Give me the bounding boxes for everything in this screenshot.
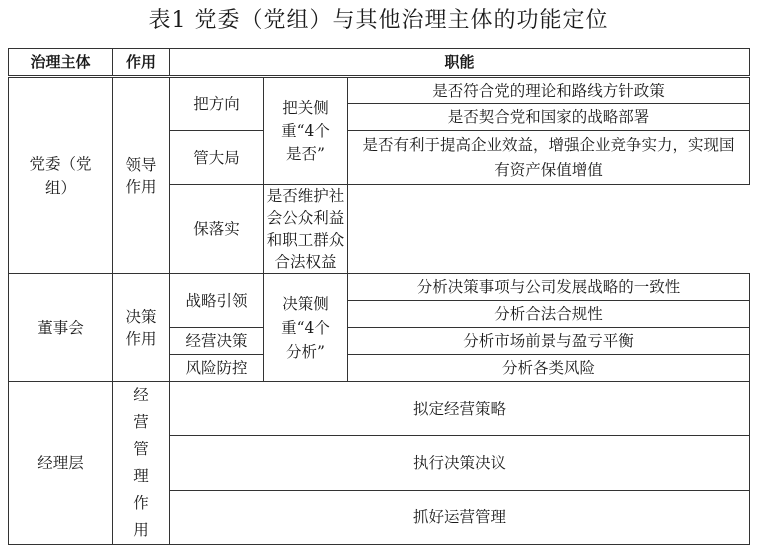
board-item-operation: 经营决策 bbox=[170, 328, 264, 355]
board-func: 分析各类风险 bbox=[348, 355, 750, 382]
board-func: 分析合法合规性 bbox=[348, 301, 750, 328]
management-func: 拟定经营策略 bbox=[170, 382, 750, 436]
party-item-direction: 把方向 bbox=[170, 77, 264, 131]
header-subject: 治理主体 bbox=[9, 49, 113, 77]
board-func: 分析决策事项与公司发展战略的一致性 bbox=[348, 274, 750, 301]
header-role: 作用 bbox=[113, 49, 170, 77]
management-func: 执行决策决议 bbox=[170, 436, 750, 490]
governance-table bbox=[8, 48, 750, 545]
table-row bbox=[9, 274, 750, 301]
party-group: 把关侧重“4个是否” bbox=[264, 77, 348, 185]
header-row bbox=[9, 49, 750, 77]
management-role: 经营管理作用 bbox=[113, 382, 170, 545]
party-func: 是否维护社会公众利益和职工群众合法权益 bbox=[264, 185, 348, 274]
party-item-overall: 管大局 bbox=[170, 131, 264, 185]
party-func: 是否契合党和国家的战略部署 bbox=[348, 104, 750, 131]
board-role: 决策作用 bbox=[113, 274, 170, 382]
party-func: 是否符合党的理论和路线方针政策 bbox=[348, 77, 750, 104]
table-title: 表1 党委（党组）与其他治理主体的功能定位 bbox=[148, 8, 609, 33]
table-row bbox=[9, 77, 750, 104]
board-group: 决策侧重“4个分析” bbox=[264, 274, 348, 382]
party-func: 是否有利于提高企业效益，增强企业竞争实力，实现国有资产保值增值 bbox=[348, 131, 750, 185]
header-function: 职能 bbox=[170, 49, 750, 77]
board-item-strategy: 战略引领 bbox=[170, 274, 264, 328]
table-row bbox=[9, 382, 750, 436]
board-subject: 董事会 bbox=[9, 274, 113, 382]
party-subject: 党委（党组） bbox=[9, 77, 113, 274]
management-func: 抓好运营管理 bbox=[170, 490, 750, 544]
party-role: 领导作用 bbox=[113, 77, 170, 274]
board-func: 分析市场前景与盈亏平衡 bbox=[348, 328, 750, 355]
party-item-implement: 保落实 bbox=[170, 185, 264, 274]
board-item-risk: 风险防控 bbox=[170, 355, 264, 382]
management-subject: 经理层 bbox=[9, 382, 113, 545]
